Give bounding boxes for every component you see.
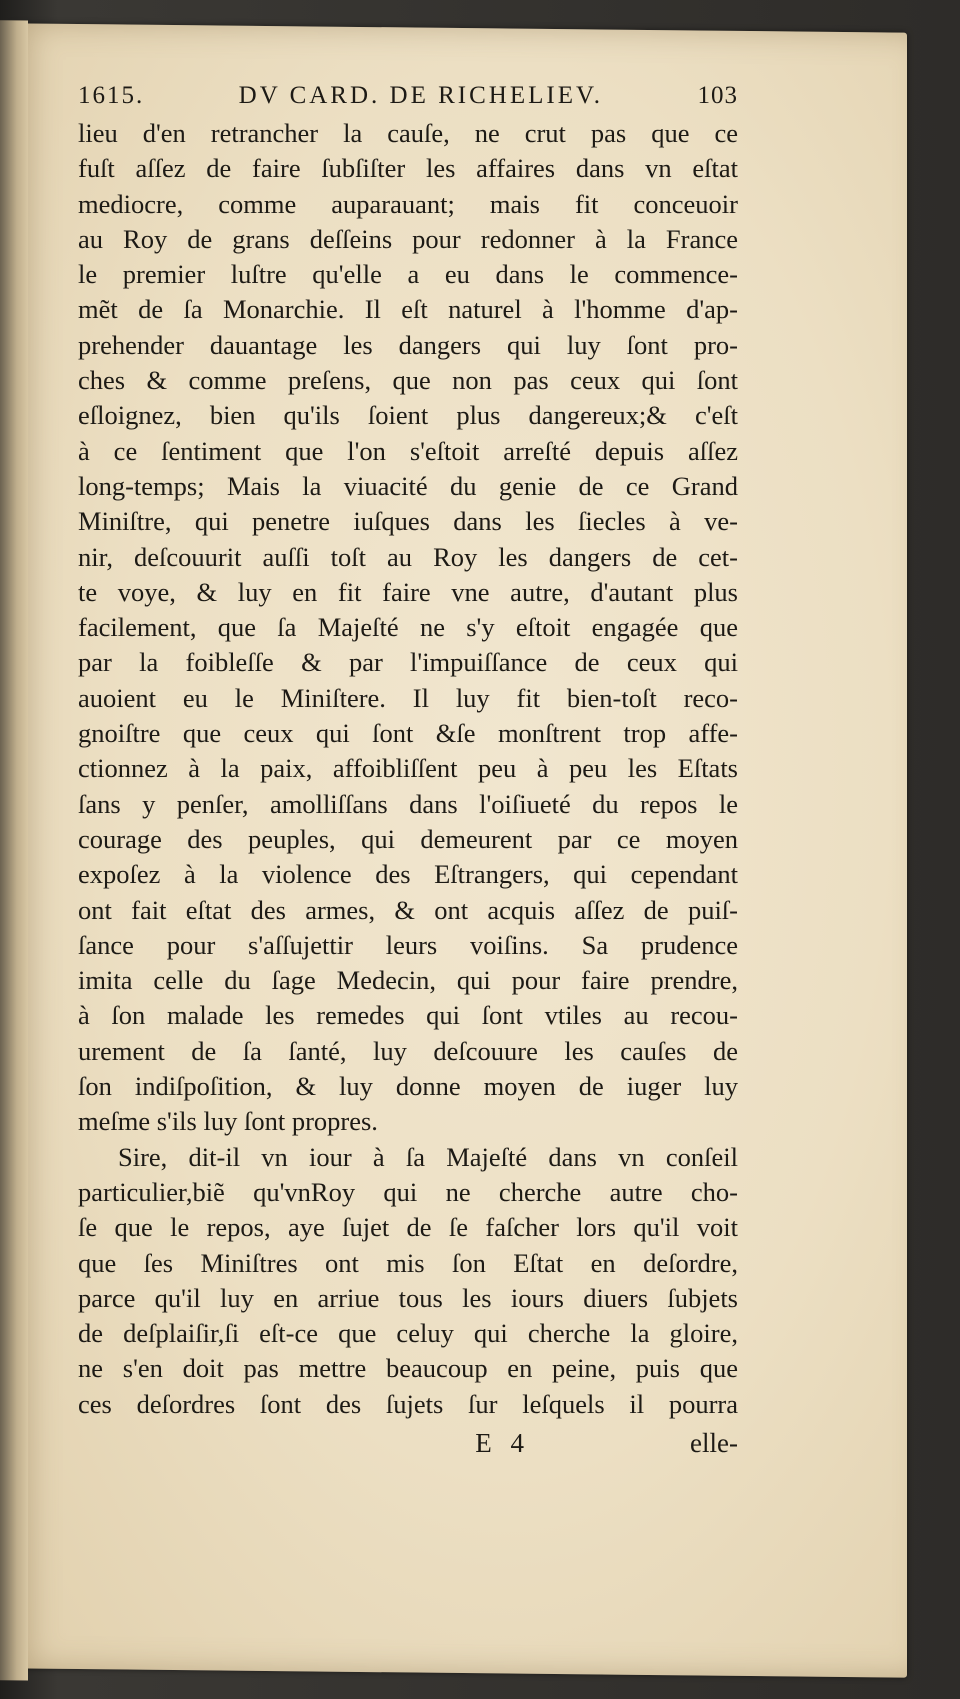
text-line: ne s'en doit pas mettre beaucoup en peine, puis que	[78, 1353, 738, 1384]
paragraph-2	[78, 1140, 738, 1422]
page-gutter-shadow	[0, 20, 28, 1680]
text-line: meſme s'ils luy ſont propres.	[78, 1106, 378, 1137]
text-line: urement de ſa ſanté, luy deſcouure les cauſes de	[78, 1035, 738, 1066]
text-line: ont fait eſtat des armes, & ont acquis aſſez de puiſ-	[78, 894, 738, 925]
text-line: ſance pour s'aſſujettir leurs voiſins. Sa prudence	[78, 929, 738, 960]
text-line: Sire, dit-il vn iour à ſa Majeſté dans vn conſeil	[118, 1141, 738, 1172]
text-line: long-temps; Mais la viuacité du genie de ce Grand	[78, 470, 738, 501]
text-line: gnoiſtre que ceux qui ſont &ſe monſtrent trop affe-	[78, 718, 738, 749]
text-line: le premier luſtre qu'elle a eu dans le commence-	[78, 259, 738, 290]
text-line: mẽt de ſa Monarchie. Il eſt naturel à l'homme d'ap-	[78, 294, 738, 325]
catchword: elle-	[690, 1427, 738, 1458]
text-line: ces deſordres ſont des ſujets ſur leſquels il pourra	[78, 1388, 738, 1419]
paragraph-1	[78, 116, 738, 1140]
running-head	[78, 82, 738, 116]
running-head-title: DV CARD. DE RICHELIEV.	[238, 82, 604, 109]
text-line: ſon indiſpoſition, & luy donne moyen de iuger luy	[78, 1071, 738, 1102]
text-line: courage des peuples, qui demeurent par ce moyen	[78, 823, 738, 854]
text-line: que ſes Miniſtres ont mis ſon Eſtat en deſordre,	[78, 1247, 738, 1278]
text-line: expoſez à la violence des Eſtrangers, qui cependant	[78, 859, 738, 890]
text-line: fuſt aſſez de faire ſubſiſter les affaires dans vn eſtat	[78, 153, 738, 184]
text-line: particulier,biẽ qu'vnRoy qui ne cherche autre cho-	[78, 1176, 738, 1207]
text-line: facilement, que ſa Majeſté ne s'y eſtoit engagée que	[78, 612, 738, 643]
text-line: mediocre, comme auparauant; mais fit conceuoir	[78, 188, 738, 219]
text-line: lieu d'en retrancher la cauſe, ne crut pas que ce	[78, 118, 738, 148]
text-line: au Roy de grans deſſeins pour redonner à la France	[78, 223, 738, 254]
text-line: eſloignez, bien qu'ils ſoient plus dangereux;& c'eſt	[78, 400, 738, 431]
page-number: 103	[697, 82, 738, 109]
page-text	[78, 82, 738, 1464]
text-line: imita celle du ſage Medecin, qui pour faire prendre,	[78, 965, 738, 996]
text-line: à ſon malade les remedes qui ſont vtiles au recou-	[78, 1000, 738, 1031]
text-line: parce qu'il luy en arriue tous les iours diuers ſubjets	[78, 1282, 738, 1313]
signature-mark: E 4	[475, 1427, 531, 1458]
text-line: par la foibleſſe & par l'impuiſſance de ceux qui	[78, 647, 738, 678]
text-line: ſe que le repos, aye ſujet de ſe faſcher lors qu'il voit	[78, 1212, 738, 1243]
text-line: te voye, & luy en fit faire vne autre, d'autant plus	[78, 576, 738, 607]
text-line: de deſplaiſir,ſi eſt-ce que celuy qui cherche la gloire,	[78, 1318, 738, 1349]
text-line: à ce ſentiment que l'on s'eſtoit arreſté depuis aſſez	[78, 435, 738, 466]
text-line: prehender dauantage les dangers qui luy ſont pro-	[78, 329, 738, 360]
page-footer	[78, 1428, 738, 1464]
text-line: ctionnez à la paix, affoibliſſent peu à peu les Eſtats	[78, 753, 738, 784]
text-line: Miniſtre, qui penetre iuſques dans les ſiecles à ve-	[78, 506, 738, 537]
running-head-year: 1615.	[78, 82, 145, 109]
text-line: ſans y penſer, amolliſſans dans l'oiſiueté du repos le	[78, 788, 738, 819]
text-line: nir, deſcouurit auſſi toſt au Roy les dangers de cet-	[78, 541, 738, 572]
text-line: ches & comme preſens, que non pas ceux qui ſont	[78, 365, 738, 396]
text-line: auoient eu le Miniſtere. Il luy fit bien-toſt reco-	[78, 682, 738, 713]
